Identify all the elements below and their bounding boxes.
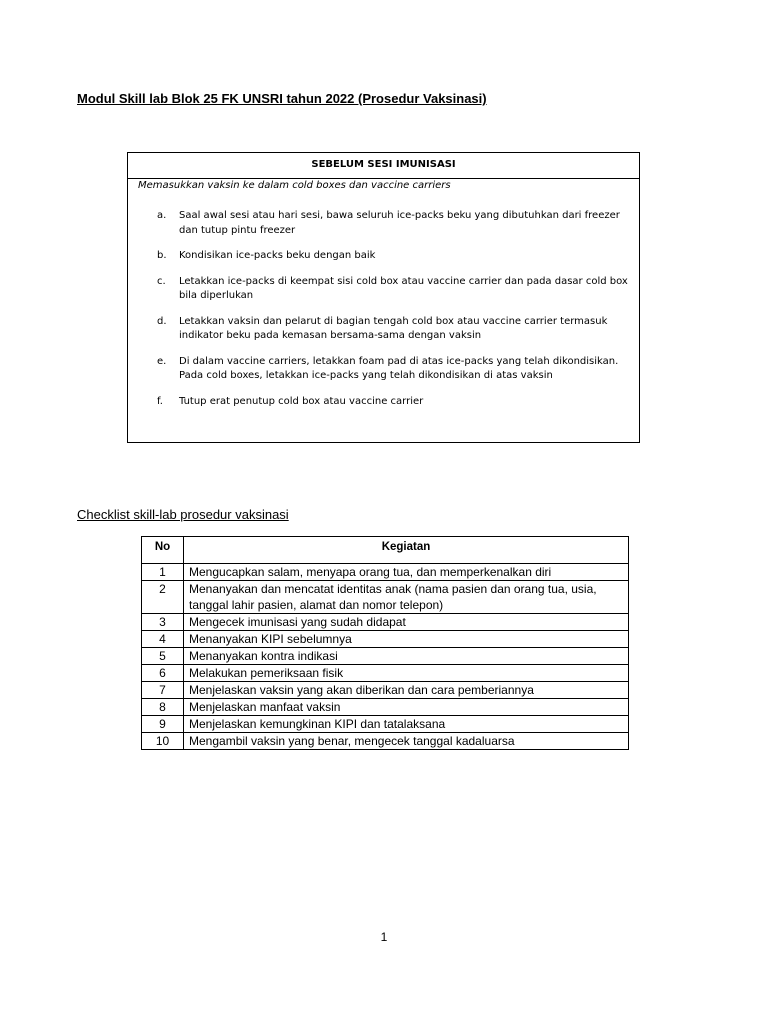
table-row [142, 564, 629, 581]
step-item [128, 315, 639, 344]
step-item [128, 209, 639, 238]
column-header-activity: Kegiatan [184, 537, 629, 564]
step-text: Tutup erat penutup cold box atau vaccine carrier [179, 395, 424, 407]
box-subtitle: Memasukkan vaksin ke dalam cold boxes dan vaccine carriers [138, 180, 451, 191]
table-row [142, 648, 629, 665]
table-row [142, 631, 629, 648]
step-letter: e. [157, 355, 167, 367]
step-item [128, 249, 639, 264]
row-activity: Mengecek imunisasi yang sudah didapat [184, 614, 629, 631]
row-number: 4 [142, 631, 184, 648]
row-activity: Menanyakan dan mencatat identitas anak (nama pasien dan orang tua, usia, tanggal lahir pasien, alamat dan nomor telepon) [184, 581, 629, 614]
row-number: 6 [142, 665, 184, 682]
row-number: 5 [142, 648, 184, 665]
steps-list [128, 209, 639, 420]
table-row [142, 733, 629, 750]
step-item [128, 275, 639, 304]
row-number: 7 [142, 682, 184, 699]
box-header: SEBELUM SESI IMUNISASI [128, 153, 639, 179]
checklist-title: Checklist skill-lab prosedur vaksinasi [77, 507, 289, 522]
table-row [142, 614, 629, 631]
table-row [142, 699, 629, 716]
table-row [142, 665, 629, 682]
row-number: 10 [142, 733, 184, 750]
step-letter: c. [157, 275, 166, 287]
row-number: 1 [142, 564, 184, 581]
step-item [128, 395, 639, 410]
step-text: Letakkan ice-packs di keempat sisi cold box atau vaccine carrier dan pada dasar cold box bila diperlukan [179, 275, 628, 301]
step-text: Kondisikan ice-packs beku dengan baik [179, 250, 376, 261]
row-number: 9 [142, 716, 184, 733]
step-text: Saal awal sesi atau hari sesi, bawa seluruh ice-packs beku yang dibutuhkan dari freezer dan tutup pintu freezer [179, 210, 620, 236]
row-activity: Menanyakan KIPI sebelumnya [184, 631, 629, 648]
step-letter: b. [157, 250, 167, 261]
row-activity: Menjelaskan vaksin yang akan diberikan dan cara pemberiannya [184, 682, 629, 699]
row-number: 8 [142, 699, 184, 716]
page-number: 1 [380, 930, 388, 944]
step-text: Di dalam vaccine carriers, letakkan foam pad di atas ice-packs yang telah dikondisikan. Pada cold boxes, letakkan ice-packs yang telah dikondisikan di atas vaksin [179, 355, 619, 381]
row-activity: Menjelaskan kemungkinan KIPI dan tatalaksana [184, 716, 629, 733]
step-text: Letakkan vaksin dan pelarut di bagian tengah cold box atau vaccine carrier termasuk indikator beku pada kemasan bersama-sama dengan vaksin [179, 315, 608, 341]
pre-session-box [127, 152, 640, 443]
column-header-no: No [142, 537, 184, 564]
document-title: Modul Skill lab Blok 25 FK UNSRI tahun 2022 (Prosedur Vaksinasi) [77, 91, 487, 106]
step-letter: a. [157, 210, 167, 221]
table-header-row [142, 537, 629, 564]
row-activity: Mengucapkan salam, menyapa orang tua, dan memperkenalkan diri [184, 564, 629, 581]
row-activity: Menanyakan kontra indikasi [184, 648, 629, 665]
row-number: 2 [142, 581, 184, 614]
row-activity: Melakukan pemeriksaan fisik [184, 665, 629, 682]
table-row [142, 682, 629, 699]
row-number: 3 [142, 614, 184, 631]
table-row [142, 716, 629, 733]
row-activity: Mengambil vaksin yang benar, mengecek tanggal kadaluarsa [184, 733, 629, 750]
row-activity: Menjelaskan manfaat vaksin [184, 699, 629, 716]
step-letter: d. [157, 315, 167, 327]
table-row [142, 581, 629, 614]
checklist-table [141, 536, 629, 750]
step-item [128, 355, 639, 384]
step-letter: f. [157, 395, 163, 407]
